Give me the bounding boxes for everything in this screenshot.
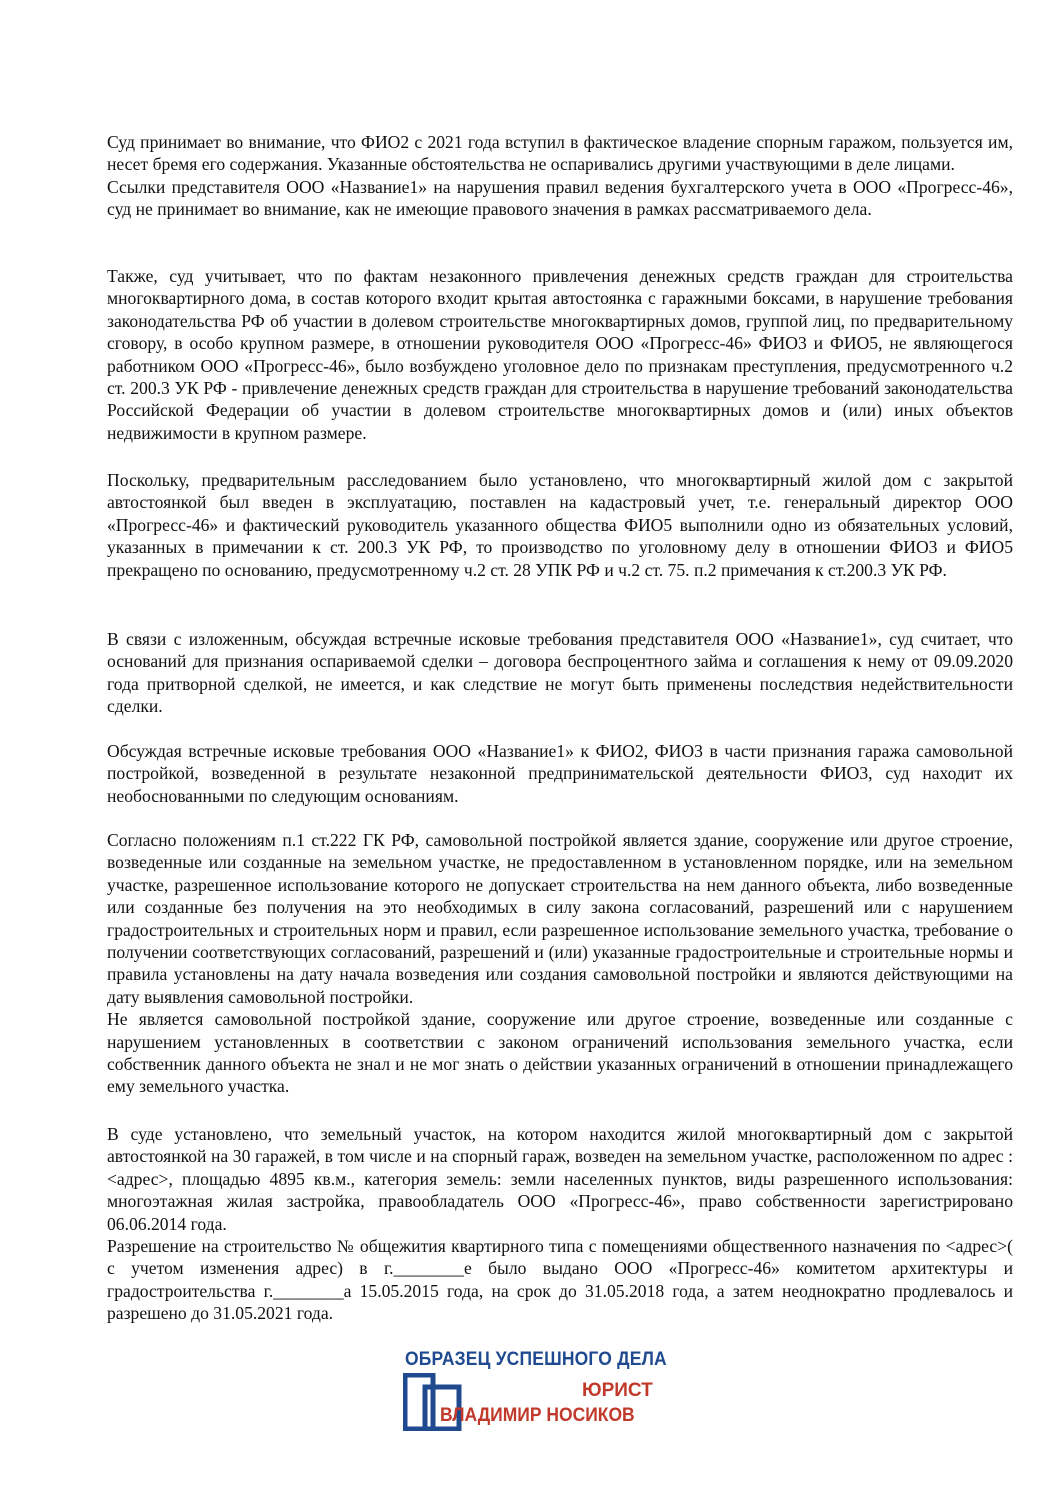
- watermark-logo: [400, 1345, 670, 1435]
- logo-author: ВЛАДИМИР НОСИКОВ: [440, 1405, 635, 1426]
- paragraph-3: Также, суд учитывает, что по фактам незаконного привлечения денежных средств граждан для строительства многоквартирного дома, в состав которого входит крытая автостоянка с гаражными боксами, в нарушение требования законодательства РФ об участии в долевом строительстве многоквартирных домов, группой лиц, по предварительному сговору, в особо крупном размере, в отношении руководителя ООО «Прогресс-46» ФИО3 и ФИО5, не являющегося работником ООО «Прогресс-46», было возбуждено уголовное дело по признакам преступления, предусмотренного ч.2 ст. 200.3 УК РФ - привлечение денежных средств граждан для строительства в нарушение требований законодательства Российской Федерации об участии в долевом строительстве многоквартирных домов и (или) иных объектов недвижимости в крупном размере.: [107, 266, 1013, 443]
- paragraph-9: В суде установлено, что земельный участок, на котором находится жилой многоквартирный дом с закрытой автостоянкой на 30 гаражей, в том числе и на спорный гараж, возведен на земельном участке, расположенном по адрес : <адрес>, площадью 4895 кв.м., категория земель: земли населенных пунктов, виды разрешенного использования: многоэтажная жилая застройка, правообладатель ООО «Прогресс-46», право собственности зарегистрировано 06.06.2014 года.: [107, 1124, 1013, 1234]
- text-group-3: [107, 1123, 1013, 1325]
- logo-title: ОБРАЗЕЦ УСПЕШНОГО ДЕЛА: [405, 1349, 667, 1370]
- paragraph-6: Обсуждая встречные исковые требования ООО «Название1» к ФИО2, ФИО3 в части признания гаража самовольной постройкой, возведенной в результате незаконной предпринимательской деятельности ФИО3, суд находит их необоснованными по следующим основаниям.: [107, 741, 1013, 806]
- paragraph-8: Не является самовольной постройкой здание, сооружение или другое строение, возведенные или созданные с нарушением установленных в соответствии с законом ограничений использования земельного участка, если собственник данного объекта не знал и не мог знать о действии указанных ограничений в отношении принадлежащего ему земельного участка.: [107, 1009, 1013, 1097]
- logo-subtitle: ЮРИСТ: [582, 1380, 653, 1401]
- paragraph-10: Разрешение на строительство № общежития квартирного типа с помещениями общественного назначения по <адрес>( с учетом изменения адрес) в г.________е было выдано ООО «Прогресс-46» комитетом архитектуры и градостроительства г.________а 15.05.2015 года, на срок до 31.05.2018 года, а затем неоднократно продлевалось и разрешено до 31.05.2021 года.: [107, 1236, 1013, 1324]
- paragraph-2: Ссылки представителя ООО «Название1» на нарушения правил ведения бухгалтерского учета в ООО «Прогресс-46», суд не принимает во внимание, как не имеющие правового значения в рамках рассматриваемого дела.: [107, 176, 1013, 220]
- paragraph-7: Согласно положениям п.1 ст.222 ГК РФ, самовольной постройкой является здание, сооружение или другое строение, возведенные или созданные на земельном участке, не предоставленном в установленном порядке, или на земельном участке, разрешенное использование которого не допускает строительства на нем данного объекта, либо возведенные или созданные без получения на это необходимых в силу закона согласований, разрешений или с нарушением градостроительных и строительных норм и правил, если разрешенное использование земельного участка, требование о получении соответствующих согласований, разрешений и (или) указанные градостроительные и строительные нормы и правила установлены на дату начала возведения или создания самовольной постройки и являются действующими на дату выявления самовольной постройки.: [107, 830, 1013, 1007]
- paragraph-1: Суд принимает во внимание, что ФИО2 с 2021 года вступил в фактическое владение спорным гаражом, пользуется им, несет бремя его содержания. Указанные обстоятельства не оспаривались другими участвующими в деле лицами.: [107, 132, 1013, 175]
- paragraph-4: Поскольку, предварительным расследованием было установлено, что многоквартирный жилой дом с закрытой автостоянкой был введен в эксплуатацию, поставлен на кадастровый учет, т.е. генеральный директор ООО «Прогресс-46» и фактический руководитель указанного общества ФИО5 выполнили одно из обязательных условий, указанных в примечании к ст. 200.3 УК РФ, то производство по уголовному делу в отношении ФИО3 и ФИО5 прекращено по основанию, предусмотренному ч.2 ст. 28 УПК РФ и ч.2 ст. 75. п.2 примечания к ст.200.3 УК РФ.: [107, 470, 1013, 580]
- paragraph-5: В связи с изложенным, обсуждая встречные исковые требования представителя ООО «Название1», суд считает, что оснований для признания оспариваемой сделки – договора беспроцентного займа и соглашения к нему от 09.09.2020 года притворной сделкой, не имеется, и как следствие не могут быть применены последствия недействительности сделки.: [107, 629, 1013, 717]
- text-group-2: [107, 829, 1013, 1098]
- text-group-1: [107, 131, 1013, 221]
